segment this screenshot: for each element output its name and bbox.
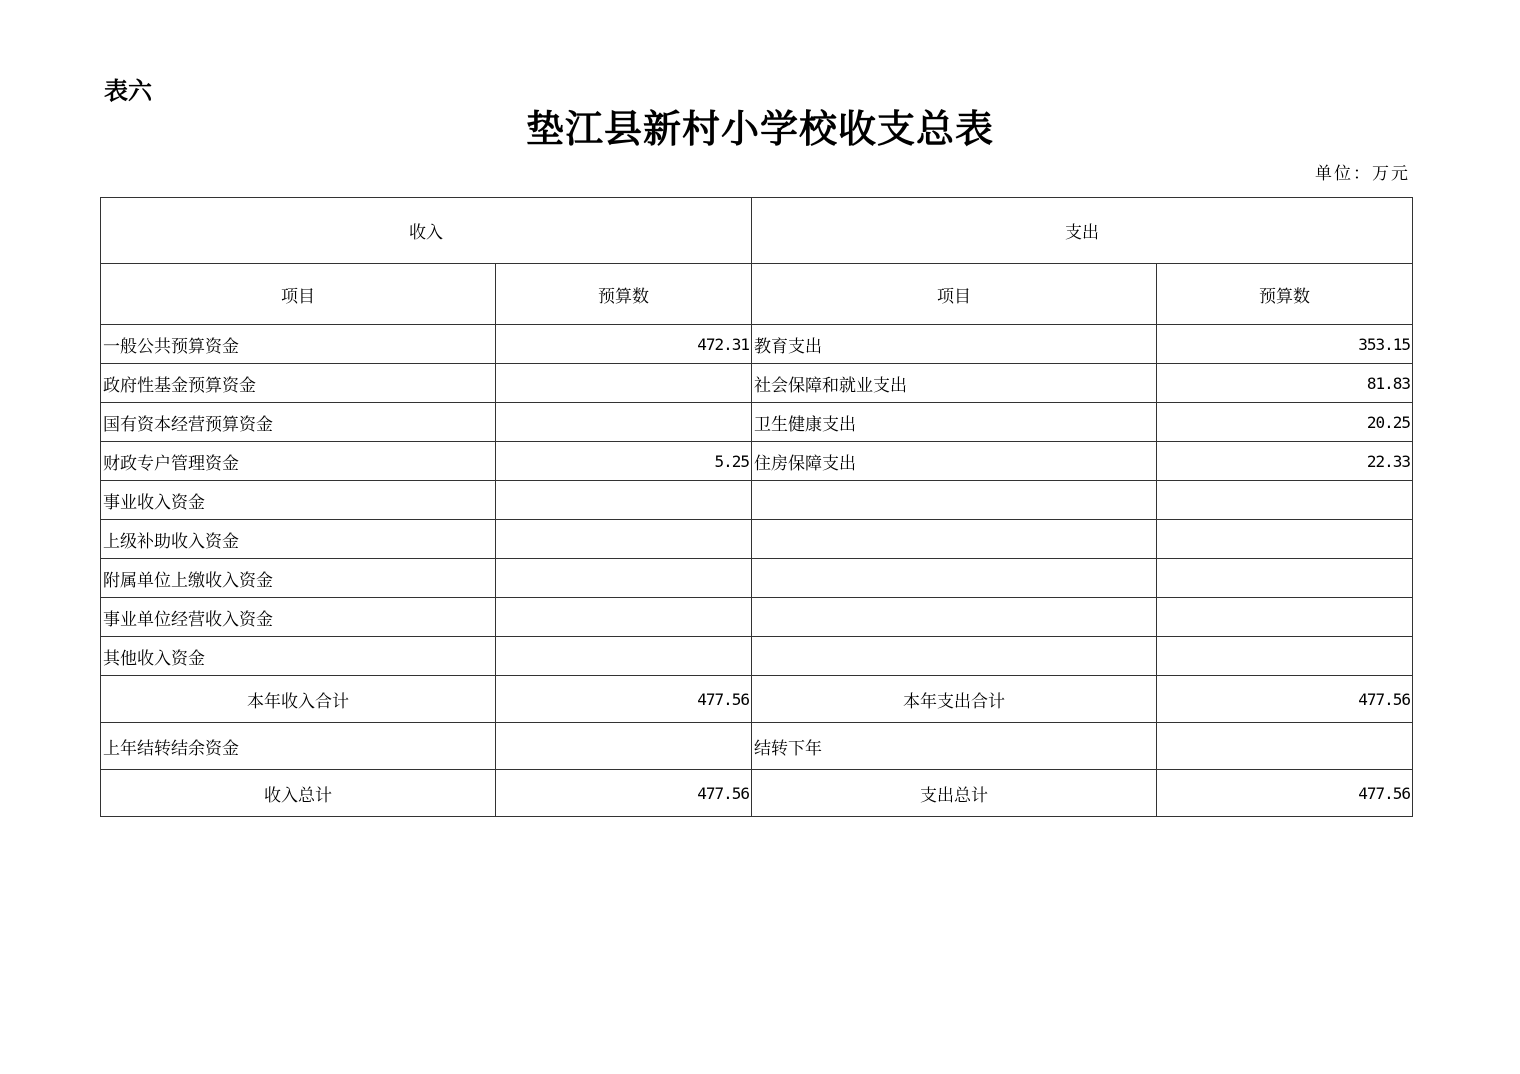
expense-item-cell xyxy=(752,637,1157,676)
table-row xyxy=(101,481,1413,520)
expense-item-cell: 住房保障支出 xyxy=(752,442,1157,481)
year-total-expense-value: 477.56 xyxy=(1157,676,1413,723)
income-value-cell xyxy=(496,520,752,559)
income-value-cell: 472.31 xyxy=(496,325,752,364)
income-value-cell xyxy=(496,598,752,637)
table-row xyxy=(101,403,1413,442)
unit-label: 单位：万元 xyxy=(1315,164,1410,184)
carryover-expense-label: 结转下年 xyxy=(752,723,1157,770)
table-row xyxy=(101,442,1413,481)
grand-total-expense-value: 477.56 xyxy=(1157,770,1413,817)
table-row xyxy=(101,598,1413,637)
expense-value-cell: 353.15 xyxy=(1157,325,1413,364)
expense-value-cell: 81.83 xyxy=(1157,364,1413,403)
income-item-cell: 国有资本经营预算资金 xyxy=(101,403,496,442)
table-row xyxy=(101,364,1413,403)
income-budget-header: 预算数 xyxy=(496,264,752,325)
expense-value-cell xyxy=(1157,559,1413,598)
income-section-header: 收入 xyxy=(101,198,752,264)
grand-total-expense-label: 支出总计 xyxy=(752,770,1157,817)
expense-item-cell: 教育支出 xyxy=(752,325,1157,364)
year-total-income-value: 477.56 xyxy=(496,676,752,723)
income-item-cell: 事业单位经营收入资金 xyxy=(101,598,496,637)
expense-value-cell xyxy=(1157,637,1413,676)
income-item-cell: 财政专户管理资金 xyxy=(101,442,496,481)
expense-budget-header: 预算数 xyxy=(1157,264,1413,325)
income-value-cell xyxy=(496,637,752,676)
grand-total-income-label: 收入总计 xyxy=(101,770,496,817)
expense-section-header: 支出 xyxy=(752,198,1413,264)
table-row xyxy=(101,520,1413,559)
table-row xyxy=(101,325,1413,364)
expense-value-cell xyxy=(1157,598,1413,637)
expense-item-cell xyxy=(752,598,1157,637)
expense-value-cell xyxy=(1157,520,1413,559)
income-item-cell: 附属单位上缴收入资金 xyxy=(101,559,496,598)
expense-value-cell: 20.25 xyxy=(1157,403,1413,442)
expense-item-cell xyxy=(752,559,1157,598)
page-title: 垫江县新村小学校收支总表 xyxy=(525,106,994,151)
income-item-cell: 事业收入资金 xyxy=(101,481,496,520)
income-item-header: 项目 xyxy=(101,264,496,325)
expense-value-cell xyxy=(1157,481,1413,520)
income-value-cell xyxy=(496,364,752,403)
section-header-row xyxy=(101,198,1413,264)
income-item-cell: 上级补助收入资金 xyxy=(101,520,496,559)
year-total-expense-label: 本年支出合计 xyxy=(752,676,1157,723)
table-row xyxy=(101,559,1413,598)
income-item-cell: 一般公共预算资金 xyxy=(101,325,496,364)
grand-total-income-value: 477.56 xyxy=(496,770,752,817)
expense-item-cell: 卫生健康支出 xyxy=(752,403,1157,442)
income-item-cell: 其他收入资金 xyxy=(101,637,496,676)
expense-item-cell xyxy=(752,481,1157,520)
grand-total-row xyxy=(101,770,1413,817)
year-total-row xyxy=(101,676,1413,723)
income-value-cell: 5.25 xyxy=(496,442,752,481)
year-total-income-label: 本年收入合计 xyxy=(101,676,496,723)
income-value-cell xyxy=(496,559,752,598)
carryover-row xyxy=(101,723,1413,770)
expense-item-header: 项目 xyxy=(752,264,1157,325)
income-value-cell xyxy=(496,403,752,442)
column-header-row xyxy=(101,264,1413,325)
table-label: 表六 xyxy=(104,77,152,105)
carryover-income-label: 上年结转结余资金 xyxy=(101,723,496,770)
expense-value-cell: 22.33 xyxy=(1157,442,1413,481)
expense-item-cell: 社会保障和就业支出 xyxy=(752,364,1157,403)
expense-item-cell xyxy=(752,520,1157,559)
table-row xyxy=(101,637,1413,676)
income-value-cell xyxy=(496,481,752,520)
budget-summary-table xyxy=(100,197,1413,817)
income-item-cell: 政府性基金预算资金 xyxy=(101,364,496,403)
carryover-expense-value xyxy=(1157,723,1413,770)
carryover-income-value xyxy=(496,723,752,770)
